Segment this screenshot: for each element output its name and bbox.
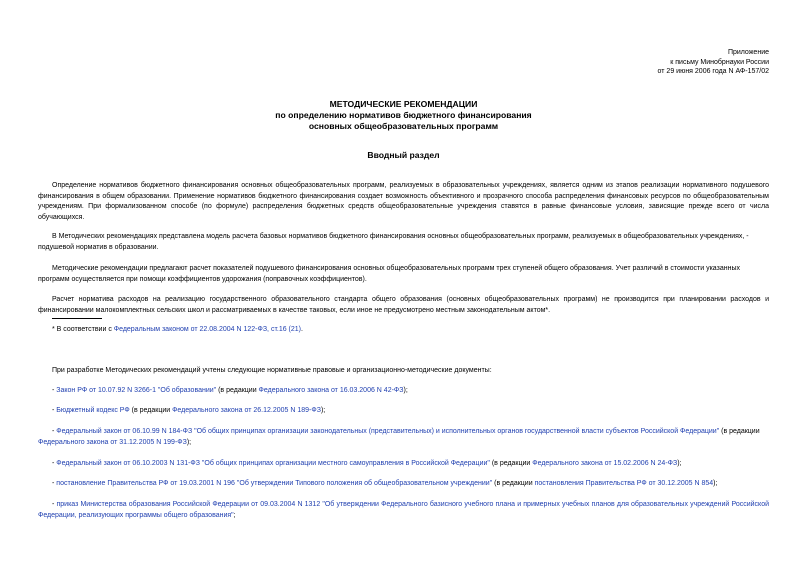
list-bullet: - [52, 428, 57, 435]
footnote-text: * В соответствии с [52, 326, 114, 333]
document-link[interactable]: Федеральный закон от 06.10.99 N 184-ФЗ "Об общих принципах организации законодательных (представительных) и исполнительных органов государственной власти субъектов Российской Федерации" [56, 428, 720, 435]
annex-line: от 29 июня 2006 года N АФ-157/02 [657, 68, 769, 75]
footnote-divider [52, 318, 102, 319]
title-line: основных общеобразовательных программ [308, 121, 499, 131]
document-link[interactable]: Федерального закона от 16.03.2006 N 42-ФЗ [258, 387, 404, 394]
list-item [38, 500, 769, 521]
footnote-link[interactable]: Федеральным законом от 22.08.2004 N 122-ФЗ, ст.16 (21) [113, 326, 302, 333]
list-text: ); [713, 480, 718, 487]
list-text: (в редакции [129, 407, 173, 414]
document-link[interactable]: Федеральный закон от 06.10.2003 N 131-ФЗ "Об общих принципах организации местного самоуправления в Российской Федерации" [56, 460, 490, 467]
list-text: ); [677, 460, 682, 467]
document-link[interactable]: Федерального закона от 26.12.2005 N 189-ФЗ [172, 407, 321, 414]
title-line: по определению нормативов бюджетного финансирования [275, 110, 532, 120]
document-link[interactable]: Федерального закона от 15.02.2006 N 24-ФЗ [532, 460, 678, 467]
list-bullet: - [52, 501, 57, 508]
title-line: МЕТОДИЧЕСКИЕ РЕКОМЕНДАЦИИ [329, 99, 478, 109]
paragraph: В Методических рекомендациях представлена модель расчета базовых нормативов бюджетного финансирования основных общеобразовательных программ, реализуемых в общеобразовательных учреждениях, - подушевой норматив в образовании. [38, 233, 749, 251]
list-bullet: - [52, 387, 57, 394]
document-link[interactable]: Бюджетный кодекс РФ [56, 407, 130, 414]
list-item [38, 386, 769, 397]
annex-header [658, 48, 769, 77]
list-text: ; [233, 511, 236, 519]
section-heading: Вводный раздел [367, 150, 440, 160]
list-bullet: - [52, 407, 57, 414]
document-link[interactable]: приказ Министерства образования Российской Федерации от 09.03.2004 N 1312 "Об утверждении Федерального базисного учебного плана и примерных учебных планов для образовательных учреждений Российской Федерации, реализующих программы общего образования" [38, 501, 769, 519]
annex-line: к письму Минобрнауки России [670, 58, 769, 66]
documents-intro: При разработке Методических рекомендаций учтены следующие нормативные правовые и организационно-методические документы: [52, 367, 492, 374]
document-link[interactable]: Закон РФ от 10.07.92 N 3266-1 "Об образовании" [56, 387, 217, 394]
list-bullet: - [52, 480, 57, 487]
list-text: (в редакции [719, 428, 760, 435]
list-item [38, 406, 769, 417]
list-text: ); [320, 407, 326, 414]
list-text: ); [186, 438, 192, 446]
list-text: (в редакции [489, 460, 533, 467]
document-link[interactable]: постановление Правительства РФ от 19.03.2001 N 196 "Об утверждении Типового положения об общеобразовательном учреждении" [56, 480, 493, 487]
footnote [52, 325, 769, 336]
list-item [38, 479, 769, 490]
list-text: (в редакции [216, 387, 259, 394]
paragraph: Методические рекомендации предлагают расчет показателей подушевого финансирования основных общеобразовательных программ трех ступеней общего образования. Учет различий в стоимости указанных программ осуществляется при помощи коэффициентов удорожания (поправочных коэффициентов). [38, 265, 740, 283]
list-item [38, 427, 769, 448]
paragraph: Определение нормативов бюджетного финансирования основных общеобразовательных программ, реализуемых в образовательных учреждениях, является одним из этапов реализации нормативного подушевого финансирования в общем образовании. Применение нормативов бюджетного финансирования создает возможность объективного и прозрачного способа распределения финансовых ресурсов по общеобразовательным учреждениям. При формализованном способе (по формуле) распределения бюджетных средств общеобразовательные учреждения ставятся в равные финансовые условия, зависящие прежде всего от числа обучающихся. [38, 182, 769, 221]
annex-line: Приложение [727, 49, 769, 56]
list-item [38, 459, 769, 470]
list-bullet: - [52, 460, 57, 467]
document-title [0, 99, 807, 132]
list-text: (в редакции [492, 480, 535, 487]
footnote-text: . [301, 326, 303, 333]
list-text: ); [403, 387, 408, 394]
document-link[interactable]: постановления Правительства РФ от 30.12.2005 N 854 [534, 480, 714, 487]
document-link[interactable]: Федерального закона от 31.12.2005 N 199-ФЗ [38, 438, 187, 446]
paragraph: Расчет норматива расходов на реализацию государственного образовательного стандарта общего образования (основных общеобразовательных программ) не производится при планировании расходов и финансировании малокомплектных сельских школ и рассматриваемых в качестве таковых, если иное не предусмотрено местным законодательным актом*. [38, 296, 769, 314]
